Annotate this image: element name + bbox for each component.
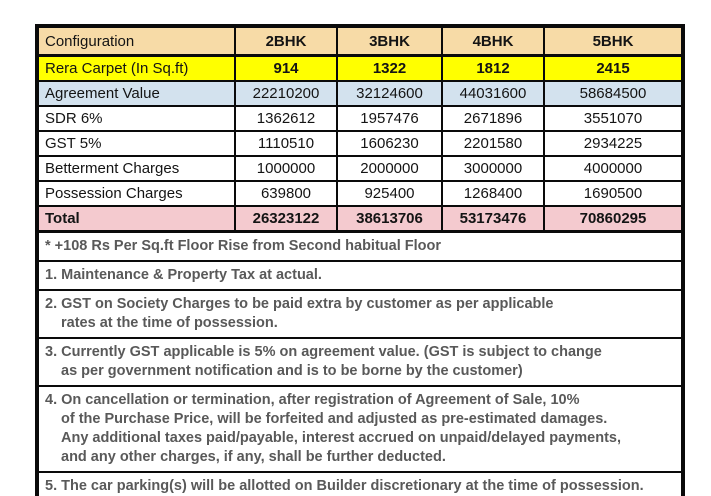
note-5-car-parking xyxy=(39,473,681,496)
row-label: Agreement Value xyxy=(39,81,235,106)
cell-value: 2934225 xyxy=(544,131,681,156)
cell-value: 1000000 xyxy=(235,156,337,181)
cell-value: 1957476 xyxy=(337,106,442,131)
cell-value: 1690500 xyxy=(544,181,681,206)
pricing-table xyxy=(39,28,681,230)
cell-value: 925400 xyxy=(337,181,442,206)
cell-value: 1606230 xyxy=(337,131,442,156)
note-line: Any additional taxes paid/payable, interest accrued on unpaid/delayed payments, xyxy=(61,430,622,446)
note-line: of the Purchase Price, will be forfeited and adjusted as pre-estimated damages. xyxy=(61,411,608,427)
row-rera-carpet xyxy=(39,56,681,82)
note-floor-rise xyxy=(39,233,681,262)
cell-value: 22210200 xyxy=(235,81,337,106)
note-4-cancellation xyxy=(39,387,681,473)
row-label: Total xyxy=(39,206,235,230)
note-line: and any other charges, if any, shall be further deducted. xyxy=(61,449,446,465)
header-3bhk: 3BHK xyxy=(337,28,442,56)
cell-value: 2415 xyxy=(544,56,681,82)
cell-value: 2201580 xyxy=(442,131,544,156)
row-label: Possession Charges xyxy=(39,181,235,206)
note-line: 2. GST on Society Charges to be paid extra by customer as per applicable xyxy=(45,296,554,312)
row-label: Betterment Charges xyxy=(39,156,235,181)
cell-value: 1362612 xyxy=(235,106,337,131)
cell-value: 3000000 xyxy=(442,156,544,181)
note-line: rates at the time of possession. xyxy=(61,315,278,331)
row-possession-charges xyxy=(39,181,681,206)
row-label: GST 5% xyxy=(39,131,235,156)
cell-value: 639800 xyxy=(235,181,337,206)
cell-value: 1110510 xyxy=(235,131,337,156)
note-line: * +108 Rs Per Sq.ft Floor Rise from Second habitual Floor xyxy=(45,238,442,254)
cell-value: 4000000 xyxy=(544,156,681,181)
cell-value: 32124600 xyxy=(337,81,442,106)
cell-value: 1322 xyxy=(337,56,442,82)
cell-value: 58684500 xyxy=(544,81,681,106)
table-header-row xyxy=(39,28,681,56)
header-2bhk: 2BHK xyxy=(235,28,337,56)
cell-value: 38613706 xyxy=(337,206,442,230)
cell-value: 70860295 xyxy=(544,206,681,230)
note-line: 5. The car parking(s) will be allotted on Builder discretionary at the time of possession. xyxy=(45,478,644,494)
note-1-maintenance xyxy=(39,262,681,291)
cell-value: 26323122 xyxy=(235,206,337,230)
notes-section xyxy=(39,230,681,496)
row-label: Rera Carpet (In Sq.ft) xyxy=(39,56,235,82)
cell-value: 1268400 xyxy=(442,181,544,206)
price-sheet xyxy=(35,24,685,496)
row-betterment-charges xyxy=(39,156,681,181)
note-3-gst-rate xyxy=(39,339,681,387)
note-line: 1. Maintenance & Property Tax at actual. xyxy=(45,267,322,283)
row-gst xyxy=(39,131,681,156)
cell-value: 2000000 xyxy=(337,156,442,181)
cell-value: 2671896 xyxy=(442,106,544,131)
header-4bhk: 4BHK xyxy=(442,28,544,56)
note-line: 3. Currently GST applicable is 5% on agreement value. (GST is subject to change xyxy=(45,344,602,360)
cell-value: 44031600 xyxy=(442,81,544,106)
note-line: as per government notification and is to be borne by the customer) xyxy=(61,363,523,379)
cell-value: 914 xyxy=(235,56,337,82)
cell-value: 53173476 xyxy=(442,206,544,230)
row-sdr xyxy=(39,106,681,131)
row-label: SDR 6% xyxy=(39,106,235,131)
row-agreement-value xyxy=(39,81,681,106)
row-total xyxy=(39,206,681,230)
cell-value: 3551070 xyxy=(544,106,681,131)
note-line: 4. On cancellation or termination, after registration of Agreement of Sale, 10% xyxy=(45,392,580,408)
header-5bhk: 5BHK xyxy=(544,28,681,56)
header-configuration: Configuration xyxy=(39,28,235,56)
note-2-gst-society xyxy=(39,291,681,339)
cell-value: 1812 xyxy=(442,56,544,82)
